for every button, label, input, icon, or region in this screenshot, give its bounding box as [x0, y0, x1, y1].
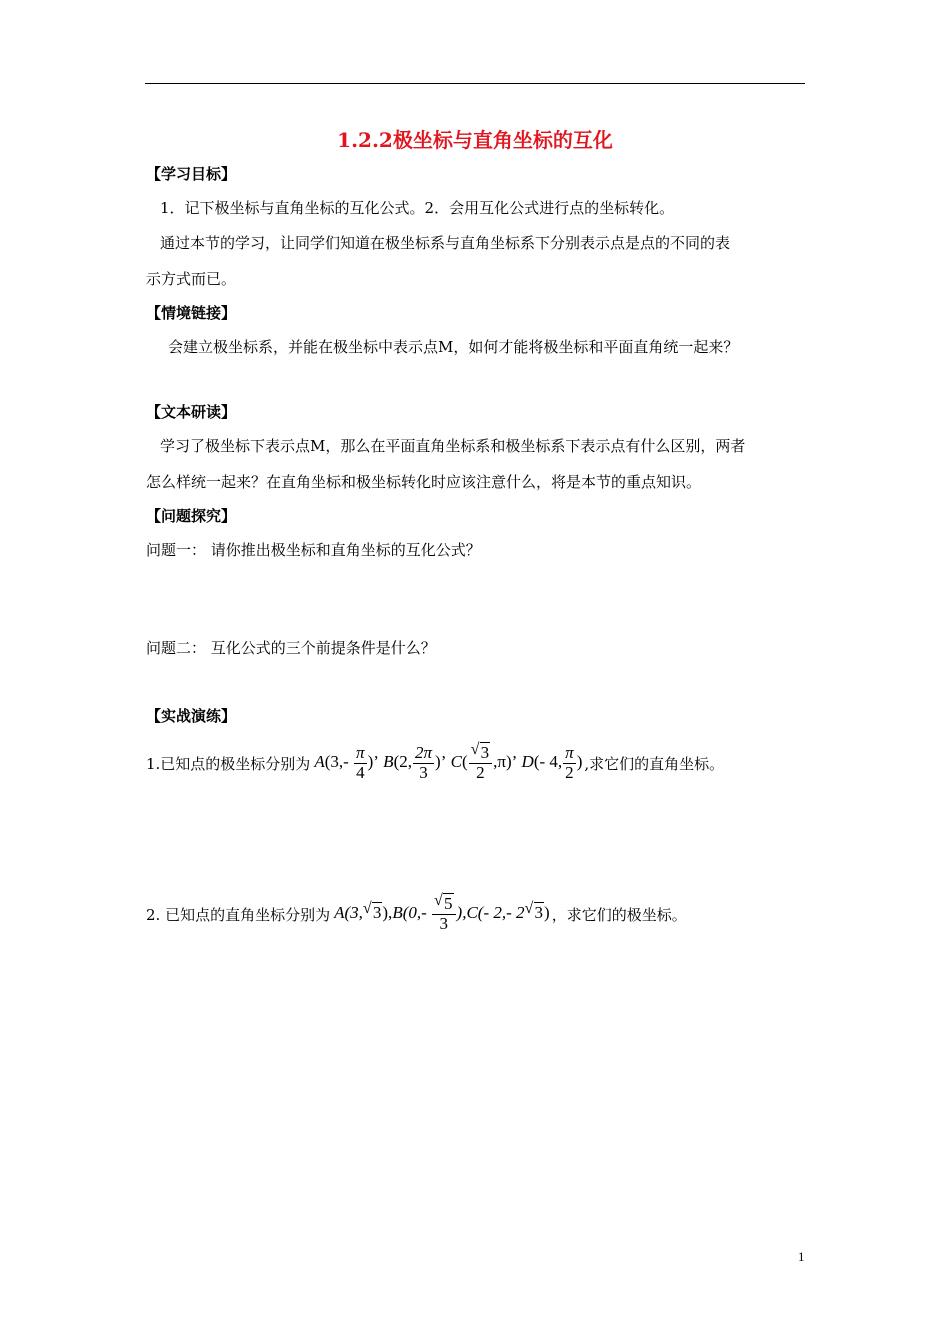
problem-1-formula — [314, 741, 583, 782]
point-c-label: C — [450, 752, 462, 772]
question-one: 问题一： 请你推出极坐标和直角坐标的互化公式？ — [146, 541, 481, 559]
problem-2-suffix: ，求它们的极坐标。 — [551, 905, 687, 924]
frac-den: 3 — [439, 913, 449, 933]
problem-2-prefix: 2. 已知点的直角坐标分别为 — [146, 905, 331, 924]
frac-num: π — [565, 743, 574, 762]
separator: ’ — [440, 752, 447, 772]
goals-line-2: 通过本节的学习，让同学们知道在极坐标系与直角坐标系下分别表示点是点的不同的表 — [160, 234, 731, 252]
frac-num — [432, 892, 456, 915]
sqrt-symbol: √ 3 — [524, 900, 544, 923]
radicand: 5 — [444, 894, 453, 913]
frac-den: 3 — [419, 762, 428, 782]
point-b2-open: B(0,- — [392, 903, 432, 923]
frac-num — [469, 741, 493, 764]
point-b-open: (2, — [393, 752, 412, 772]
inquiry-heading: 【问题探究】 — [146, 507, 237, 525]
reading-line-2: 怎么样统一起来？在直角坐标和极坐标转化时应该注意什么，将是本节的重点知识。 — [146, 473, 702, 491]
point-a2-open: A(3, — [334, 903, 363, 923]
sqrt-symbol: √ 3 — [362, 900, 382, 923]
separator: ’ — [511, 752, 518, 772]
point-a-close: ) — [367, 752, 374, 772]
point-d-open: (- 4, — [533, 752, 563, 772]
goals-line-3: 示方式而已。 — [146, 270, 237, 288]
problem-1-prefix: 1.已知点的极坐标分别为 — [146, 754, 311, 773]
point-d-label: D — [521, 752, 534, 772]
frac-num: π — [356, 743, 365, 762]
radicand: 3 — [534, 903, 544, 923]
goals-line-1: 1．记下极坐标与直角坐标的互化公式。2．会用互化公式进行点的坐标转化。 — [160, 199, 675, 217]
sqrt-symbol: √ 5 — [434, 892, 453, 913]
practice-problem-2 — [146, 892, 687, 933]
frac-den: 2 — [476, 762, 485, 782]
fraction-pi-over-4 — [354, 744, 367, 782]
point-c2-close: ) — [544, 903, 550, 923]
point-b-label: B — [383, 752, 394, 772]
problem-1-suffix: ,求它们的直角坐标。 — [584, 754, 725, 773]
fraction-pi-over-2 — [563, 744, 576, 782]
practice-heading: 【实战演练】 — [146, 707, 237, 725]
frac-num: 2π — [414, 743, 433, 762]
problem-2-formula — [334, 892, 550, 933]
point-c-open: ( — [461, 752, 468, 772]
reading-line-1: 学习了极坐标下表示点M，那么在平面直角坐标系和极坐标系下表示点有什么区别，两者 — [160, 437, 746, 455]
reading-heading: 【文本研读】 — [146, 403, 237, 421]
frac-den: 4 — [356, 762, 365, 782]
fraction-sqrt5-over-3 — [432, 892, 456, 933]
point-c2-open: ),C(- 2,- 2 — [456, 903, 525, 923]
practice-problem-1 — [146, 741, 725, 782]
context-heading: 【情境链接】 — [146, 304, 237, 322]
goals-heading: 【学习目标】 — [146, 165, 237, 183]
point-a-open: (3,- — [324, 752, 354, 772]
point-c-rest: ,π) — [493, 752, 512, 772]
context-line-1: 会建立极坐标系，并能在极坐标中表示点M，如何才能将极坐标和平面直角统一起来？ — [168, 338, 739, 356]
fraction-2pi-over-3 — [413, 744, 434, 782]
point-d-close: ) — [576, 752, 583, 772]
page-number: 1 — [798, 1249, 805, 1264]
point-a-label: A — [314, 752, 325, 772]
radicand: 3 — [480, 743, 490, 762]
header-rule — [145, 83, 805, 84]
fraction-sqrt3-over-2 — [469, 741, 493, 782]
point-a2-close: ), — [382, 903, 393, 923]
frac-den: 2 — [565, 762, 574, 782]
radicand: 3 — [372, 903, 382, 923]
question-two: 问题二： 互化公式的三个前提条件是什么？ — [146, 639, 436, 657]
separator: ’ — [373, 752, 379, 772]
point-b-close: ) — [435, 752, 441, 772]
page-title: 1.2.2极坐标与直角坐标的互化 — [337, 128, 613, 152]
sqrt-symbol: √ 3 — [470, 741, 490, 762]
